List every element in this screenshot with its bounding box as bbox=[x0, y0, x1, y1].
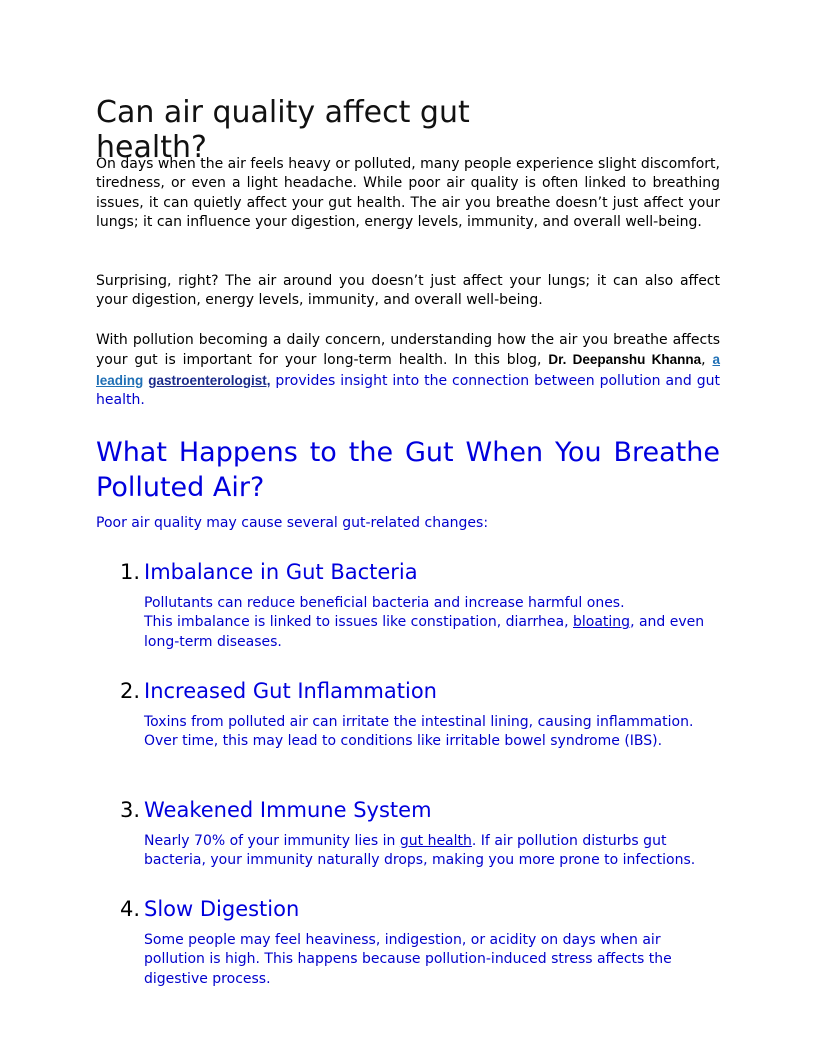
blog-text-before: With pollution becoming a daily concern, understanding how the air you breathe affects your gut is important for your long-term health. In this blog, bbox=[96, 332, 720, 369]
item-heading: Imbalance in Gut Bacteria bbox=[144, 560, 418, 584]
item-body: Some people may feel heaviness, indigestion, or acidity on days when air pollution is high. This happens because pollution-induced stress affects the digestive process. bbox=[144, 932, 672, 987]
bloating-link[interactable]: bloating bbox=[573, 614, 631, 631]
item-body-line1: Pollutants can reduce beneficial bacteria and increase harmful ones. bbox=[144, 595, 625, 611]
blog-text-after: provides insight into the connection between pollution and gut health. bbox=[96, 372, 720, 409]
section-intro: Poor air quality may cause several gut-related changes: bbox=[96, 515, 489, 531]
item-body-after: . If air pollution disturbs gut bacteria, your immunity naturally drops, making you more prone to infections. bbox=[144, 833, 696, 869]
item-body-before: This imbalance is linked to issues like constipation, diarrhea, bbox=[144, 614, 573, 631]
item-body-after: , and even long-term diseases. bbox=[144, 614, 705, 650]
list-number: 2. bbox=[120, 679, 141, 703]
list-number: 4. bbox=[120, 897, 141, 921]
item-body bbox=[144, 594, 724, 652]
surprise-paragraph: Surprising, right? The air around you doesn’t just affect your lungs; it can also affect your digestion, energy levels, immunity, and overall well-being. bbox=[96, 273, 720, 309]
gastroenterologist-link[interactable]: gastroenterologist, bbox=[148, 372, 271, 388]
list-number: 1. bbox=[120, 560, 141, 584]
item-heading: Slow Digestion bbox=[144, 897, 300, 921]
doctor-name: Dr. Deepanshu Khanna bbox=[548, 352, 702, 368]
blog-comma: , bbox=[701, 352, 713, 369]
item-body bbox=[144, 832, 724, 871]
item-body-before: Nearly 70% of your immunity lies in bbox=[144, 833, 400, 849]
page-title: Can air quality affect gut health? bbox=[96, 95, 470, 165]
list-number: 3. bbox=[120, 798, 141, 822]
section-heading: What Happens to the Gut When You Breathe Polluted Air? bbox=[96, 437, 720, 503]
item-heading: Weakened Immune System bbox=[144, 798, 432, 822]
item-body: Toxins from polluted air can irritate the intestinal lining, causing inflammation. Over time, this may lead to conditions like irritable bowel syndrome (IBS). bbox=[144, 714, 694, 750]
gut-health-link[interactable]: gut health bbox=[399, 833, 472, 849]
blog-paragraph bbox=[96, 331, 720, 411]
item-heading: Increased Gut Inflammation bbox=[144, 679, 437, 703]
intro-paragraph: On days when the air feels heavy or polluted, many people experience slight discomfort, tiredness, or even a light headache. While poor air quality is often linked to breathing issues, it can quietly affect your gut health. The air you breathe doesn’t just affect your lungs; it can influence your digestion, energy levels, immunity, and overall well-being. bbox=[96, 156, 720, 231]
a-leading-link[interactable]: a leading bbox=[96, 352, 720, 388]
